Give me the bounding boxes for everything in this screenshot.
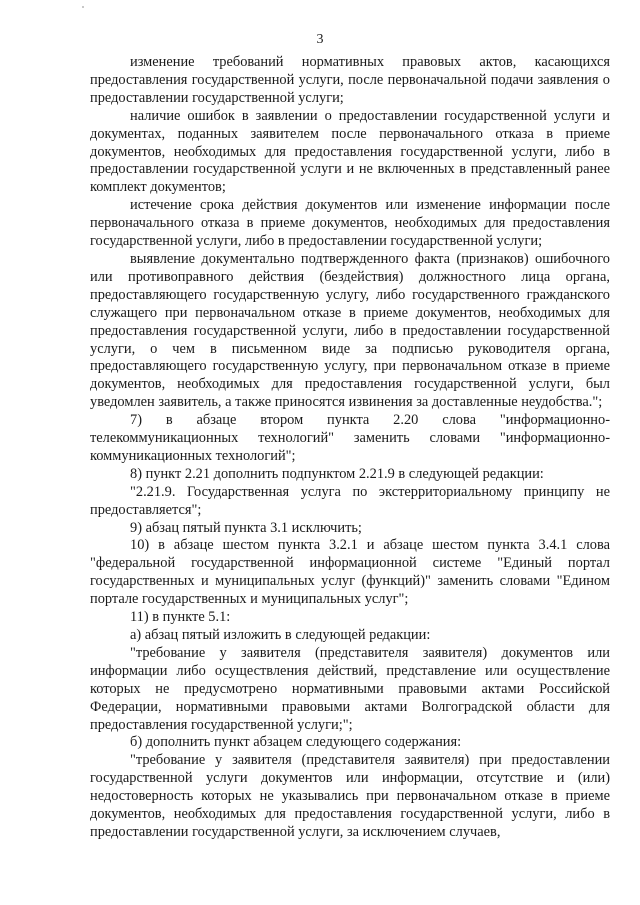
paragraph-erroneous-action: выявление документально подтвержденного факта (признаков) ошибочного или противоправного действия (бездействия) должностного лица органа, предоставляющего государственную услугу, либо государственного гражданского служащего при первоначальном отказе в приеме документов, необходимых для предоставления государственной услуги, либо в предоставлении государственной услуги, о чем в письменном виде за подписью руководителя органа, предоставляющего государственную услугу, при первоначальном отказе в приеме документов, необходимых для предоставления государственной услуги, был уведомлен заявитель, а также приносятся извинения за доставленные неудобства."; bbox=[90, 250, 610, 411]
paragraph-subitem-a: а) абзац пятый изложить в следующей редакции: bbox=[130, 627, 431, 643]
scan-speck bbox=[82, 6, 84, 8]
paragraph-requirement-documents: "требование у заявителя (представителя заявителя) документов или информации либо осуществления действий, представление или осуществление которых не предусмотрено нормативными правовыми актами Российской Федерации, нормативными правовыми актами Волгоградской области для предоставления государственной услуги;"; bbox=[90, 644, 610, 733]
page-number: 3 bbox=[316, 32, 324, 47]
paragraph-documents-expiry: истечение срока действия документов или изменение информации после первоначального отказа в приеме документов, необходимых для предоставления государственной услуги, либо в предоставлении государственной услуги; bbox=[90, 197, 610, 250]
paragraph-errors-in-application: наличие ошибок в заявлении о предоставлении государственной услуги и документах, поданных заявителем после первоначального отказа в приеме документов, необходимых для предоставления государственной услуги, либо в предоставлении государственной услуги и не включенных в представленный ранее комплект документов; bbox=[90, 107, 610, 196]
paragraph-requirement-at-provision: "требование у заявителя (представителя заявителя) при предоставлении государственной услуги документов или информации, отсутствие и (или) недостоверность которых не указывались при первоначальном отказе в приеме документов, необходимых для предоставления государственной услуги, либо в предоставлении государственной услуги, за исключением случаев, bbox=[90, 752, 610, 840]
paragraph-item-8: 8) пункт 2.21 дополнить подпунктом 2.21.9 в следующей редакции: bbox=[130, 465, 544, 482]
paragraph-item-11: 11) в пункте 5.1: bbox=[130, 609, 231, 626]
paragraph-2-21-9: "2.21.9. Государственная услуга по экстерриториальному принципу не предоставляется"; bbox=[90, 483, 610, 518]
document-body bbox=[90, 54, 610, 842]
paragraph-item-9: 9) абзац пятый пункта 3.1 исключить; bbox=[130, 519, 362, 536]
paragraph-subitem-b: б) дополнить пункт абзацем следующего содержания: bbox=[130, 734, 462, 751]
paragraph-item-7: 7) в абзаце втором пункта 2.20 слова "информационно-телекоммуникационных технологий" заменить словами "информационно-коммуникационных технологий"; bbox=[90, 412, 610, 464]
paragraph-requirements-change: изменение требований нормативных правовых актов, касающихся предоставления государственной услуги, после первоначальной подачи заявления о предоставлении государственной услуги; bbox=[90, 54, 610, 106]
paragraph-item-10: 10) в абзаце шестом пункта 3.2.1 и абзаце шестом пункта 3.4.1 слова "федеральной государственной информационной системе "Единый портал государственных и муниципальных услуг (функций)" заменить словами "Едином портале государственных и муниципальных услуг"; bbox=[90, 537, 610, 608]
